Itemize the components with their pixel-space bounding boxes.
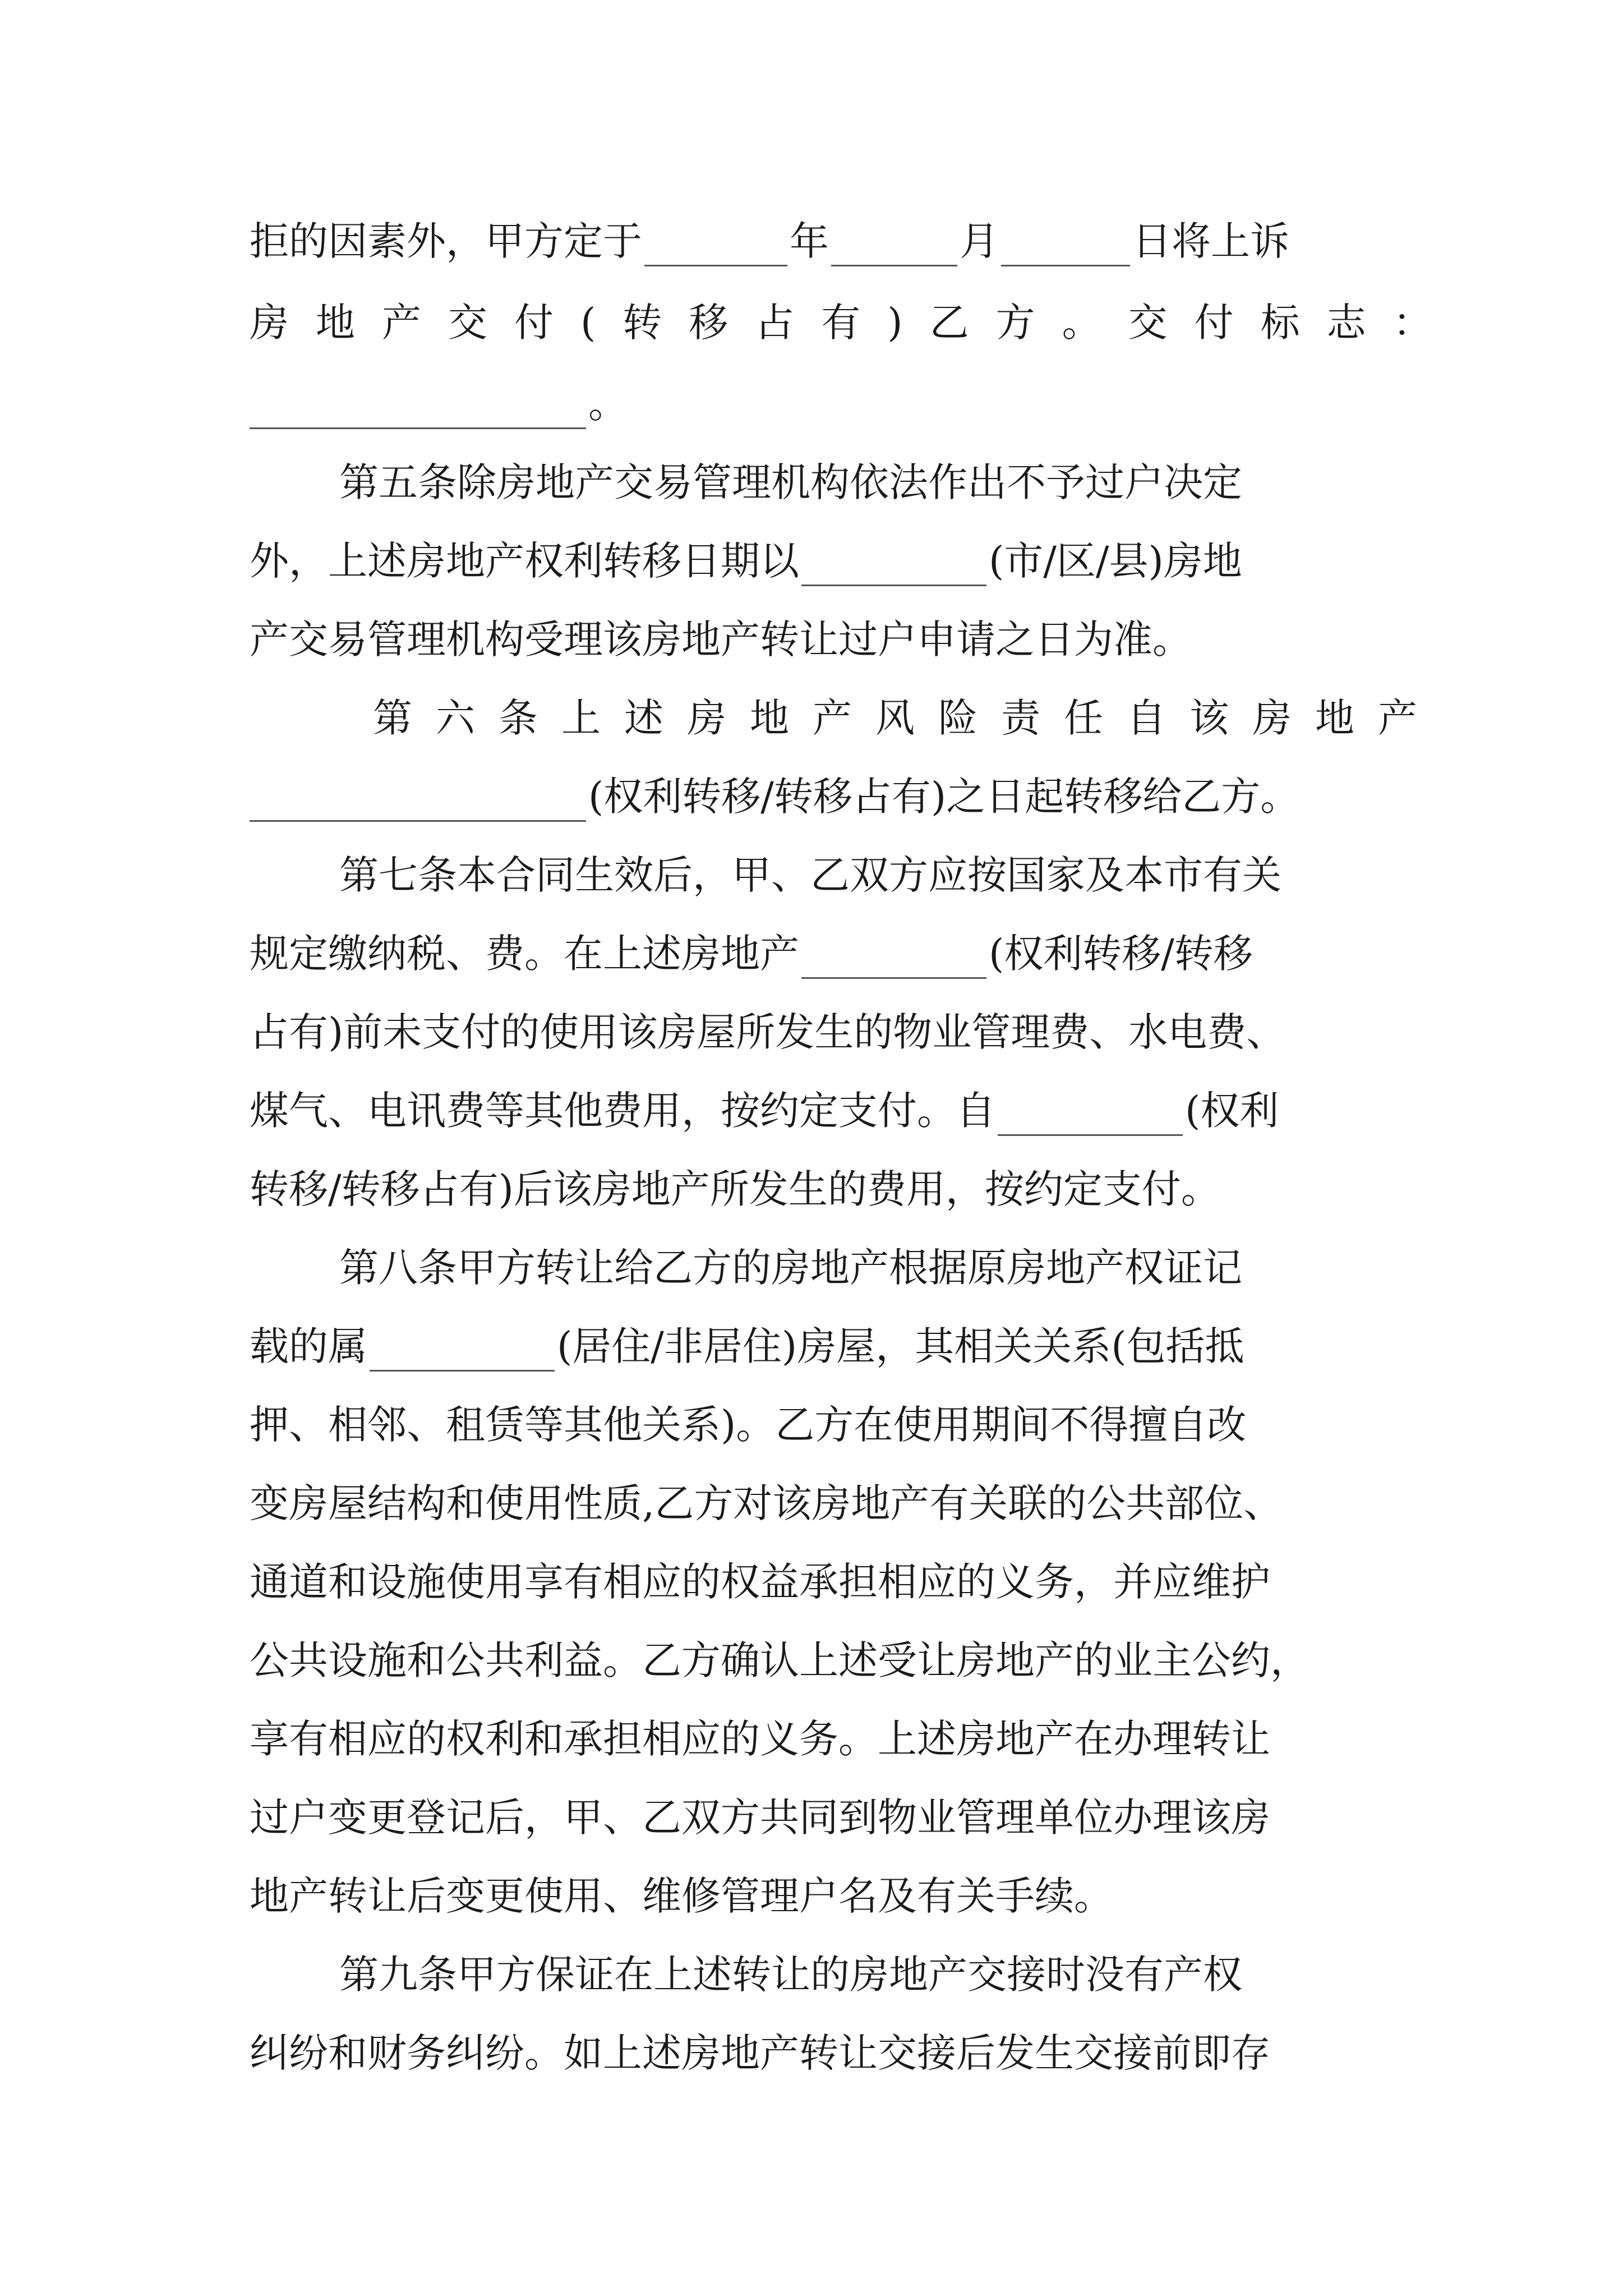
- text-line: [250, 1007, 1394, 1057]
- text-segment: 房地产交付(转移占有)乙方。交付标志：: [250, 300, 1459, 346]
- text-segment: 第五条除房地产交易管理机构依法作出不予过户决定: [339, 459, 1242, 505]
- text-line: [250, 1478, 1394, 1529]
- text-segment: 年: [790, 218, 829, 264]
- text-segment: 公共设施和公共利益。乙方确认上述受让房地产的业主公约，: [250, 1637, 1310, 1683]
- text-segment: 规定缴纳税、费。在上述房地产: [250, 931, 799, 977]
- text-line: [250, 1557, 1394, 1607]
- text-segment: 占有)前未支付的使用该房屋所发生的物业管理费、水电费、: [250, 1009, 1286, 1055]
- text-line: [250, 2028, 1394, 2078]
- article-9-heading-line: [339, 1949, 1394, 2000]
- text-segment: 产交易管理机构受理该房地产转让过户申请之日为准。: [250, 616, 1192, 662]
- fill-in-blank-year: [644, 230, 787, 266]
- text-line: [250, 297, 1459, 348]
- text-segment: 煤气、电讯费等其他费用，按约定支付。自: [250, 1088, 995, 1134]
- text-segment: (权利转移/转移: [989, 931, 1253, 977]
- fill-in-blank-risk-transfer: [250, 785, 586, 822]
- text-segment: 过户变更登记后，甲、乙双方共同到物业管理单位办理该房: [250, 1795, 1270, 1841]
- text-segment: 日将上诉: [1132, 218, 1289, 264]
- article-7-heading-line: [339, 850, 1394, 900]
- text-line: [250, 1164, 1394, 1214]
- text-line: [250, 1714, 1394, 1764]
- text-segment: 押、相邻、租赁等其他关系)。乙方在使用期间不得擅自改: [250, 1402, 1247, 1448]
- fill-in-blank-usage-type: [370, 1335, 555, 1372]
- fill-in-blank-handover-mark: [250, 393, 586, 429]
- text-line: [250, 1400, 1394, 1450]
- article-8-heading-line: [339, 1243, 1394, 1293]
- fill-in-blank-fee-transfer: [801, 942, 986, 979]
- text-line: [250, 1635, 1394, 1686]
- text-line: [250, 614, 1394, 665]
- text-segment: (市/区/县)房地: [989, 538, 1242, 584]
- article-6-heading-line: [373, 693, 1441, 743]
- text-segment: 第六条上述房地产风险责任自该房地产: [373, 695, 1441, 741]
- text-segment: 。: [588, 381, 628, 427]
- fill-in-blank-district: [801, 550, 986, 586]
- text-segment: 载的属: [250, 1323, 367, 1369]
- fill-in-blank-fee-from: [998, 1099, 1183, 1136]
- text-segment: (权利转移/转移占有)之日起转移给乙方。: [588, 774, 1300, 820]
- text-segment: 地产转让后变更使用、维修管理户名及有关手续。: [250, 1873, 1113, 1919]
- text-segment: 月: [960, 218, 999, 264]
- text-segment: 变房屋结构和使用性质,乙方对该房地产有关联的公共部位、: [250, 1480, 1283, 1526]
- fill-in-blank-day: [1001, 230, 1130, 266]
- text-line: [250, 216, 1394, 266]
- text-segment: 外，上述房地产权利转移日期以: [250, 538, 799, 584]
- fill-in-blank-month: [831, 230, 957, 266]
- text-line: [250, 771, 1394, 822]
- text-segment: 享有相应的权利和承担相应的义务。上述房地产在办理转让: [250, 1716, 1270, 1762]
- text-segment: 转移/转移占有)后该房地产所发生的费用，按约定支付。: [250, 1166, 1220, 1212]
- text-segment: 第九条甲方保证在上述转让的房地产交接时没有产权: [339, 1952, 1242, 1998]
- article-5-heading-line: [339, 457, 1394, 508]
- text-line: [250, 1321, 1394, 1372]
- text-line: [250, 928, 1394, 979]
- text-line: [250, 1792, 1394, 1843]
- text-segment: 通道和设施使用享有相应的权益承担相应的义务，并应维护: [250, 1559, 1270, 1605]
- text-line: [250, 1085, 1394, 1136]
- text-segment: 第七条本合同生效后，甲、乙双方应按国家及本市有关: [339, 852, 1281, 898]
- text-segment: 纠纷和财务纠纷。如上述房地产转让交接后发生交接前即存: [250, 2030, 1270, 2076]
- text-line: [250, 1871, 1394, 1921]
- text-segment: (权利: [1185, 1088, 1279, 1134]
- text-segment: 第八条甲方转让给乙方的房地产根据原房地产权证记: [339, 1245, 1242, 1291]
- text-segment: 拒的因素外，甲方定于: [250, 218, 642, 264]
- text-line: [250, 536, 1394, 586]
- text-segment: (居住/非居住)房屋，其相关关系(包括抵: [557, 1323, 1244, 1369]
- text-line: [250, 379, 1394, 429]
